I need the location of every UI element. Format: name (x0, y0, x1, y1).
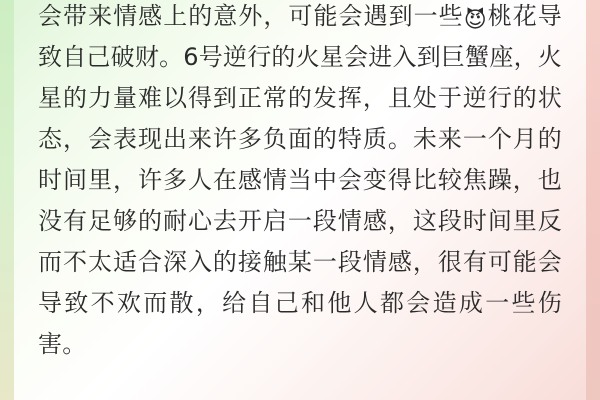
horoscope-paragraph (38, 0, 562, 365)
smiling-imp-emoji: 😈 (463, 8, 487, 33)
text-content-area (38, 0, 562, 389)
right-edge-band (586, 0, 600, 400)
left-edge-band (0, 0, 14, 400)
paragraph-segment-after-emoji: 桃花导致自己破财。6号逆行的火星会进入到巨蟹座，火星的力量难以得到正常的发挥，且处于逆行的状态，会表现出来许多负面的特质。未来一个月的时间里，许多人在感情当中会变得比较焦躁，也没有足够的耐心去开启一段情感，这段时间里反而不太适合深入的接触某一段情感，很有可能会导致不欢而散，给自己和他人都会造成一些伤害。 (38, 2, 562, 358)
paragraph-segment-before-emoji: 会带来情感上的意外，可能会遇到一些 (38, 2, 464, 30)
